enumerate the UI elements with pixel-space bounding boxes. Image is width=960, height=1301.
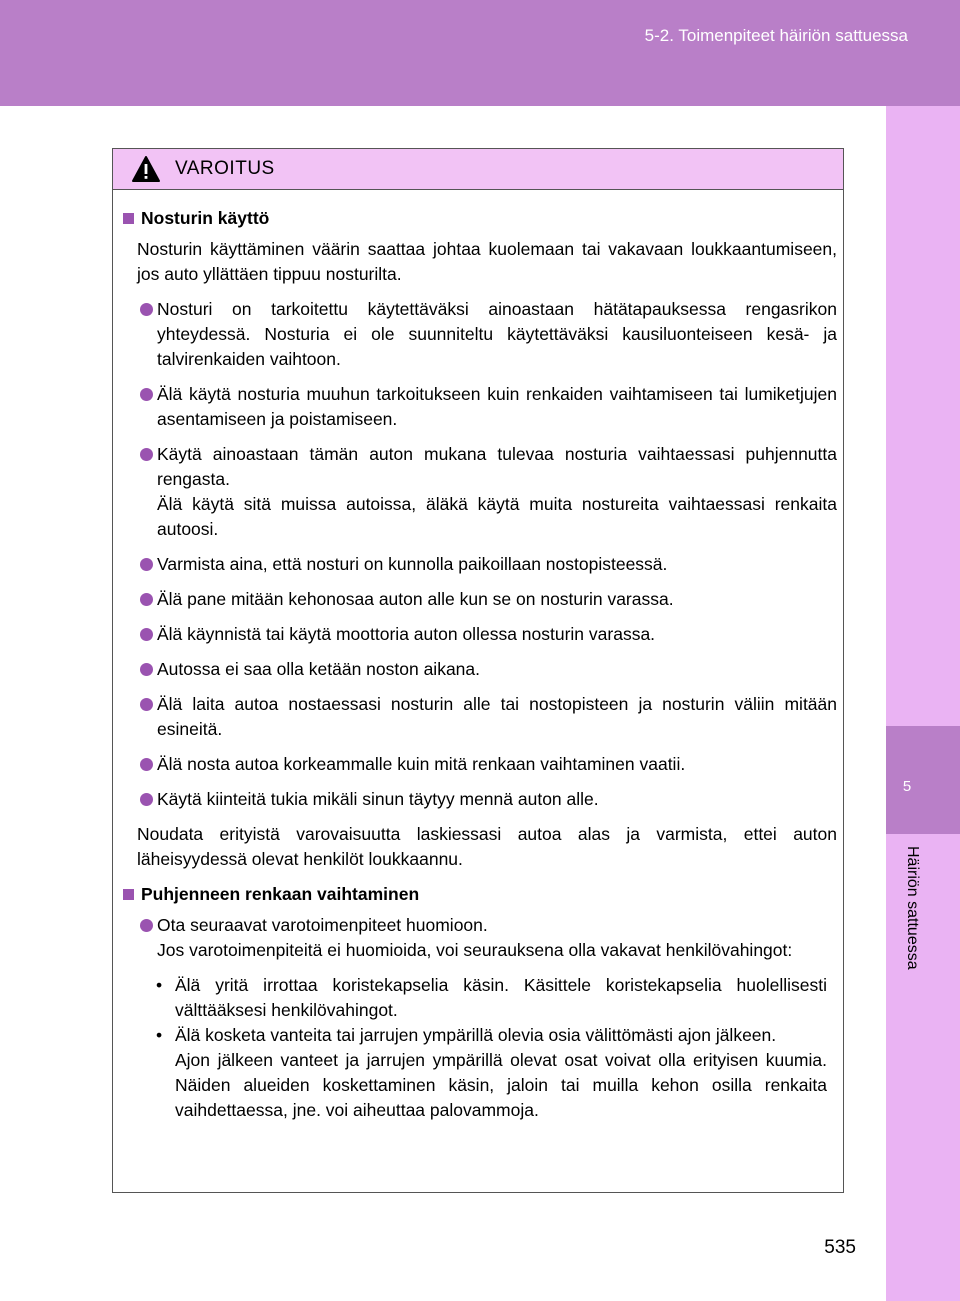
bullet-icon (140, 448, 153, 461)
header-band (0, 0, 960, 106)
sub-bullet-mark: • (156, 1025, 163, 1045)
list-item-text: Älä laita autoa nostaessasi nosturin alle tai nostopisteen ja nosturin väliin mitään esineitä. (157, 694, 837, 739)
warning-header (113, 149, 843, 190)
list-item (123, 657, 837, 682)
square-bullet-icon (123, 213, 134, 224)
chapter-number: 5 (902, 778, 912, 795)
list-item-text: Nosturi on tarkoitettu käytettäväksi ainoastaan hätätapauksessa rengasrikon yhteydessä. Nosturia ei ole suunniteltu käytettäväksi kausiluonteiseen kesä- ja talvirenkaiden vaihtoon. (157, 299, 837, 369)
list-item-text: Varmista aina, että nosturi on kunnolla paikoillaan nostopisteessä. (157, 554, 668, 574)
chapter-label: Häiriön sattuessa (904, 846, 921, 970)
list-item-text: Ota seuraavat varotoimenpiteet huomioon. (157, 915, 488, 935)
list-item (123, 622, 837, 647)
list-item (123, 382, 837, 432)
chapter-strip (886, 106, 960, 1301)
bullet-icon (140, 698, 153, 711)
list-item-text: Käytä kiinteitä tukia mikäli sinun täytyy mennä auton alle. (157, 789, 599, 809)
list-item-text: Älä käynnistä tai käytä moottoria auton ollessa nosturin varassa. (157, 624, 656, 644)
list-item-text: Älä nosta autoa korkeammalle kuin mitä renkaan vaihtaminen vaatii. (157, 754, 686, 774)
heading-text: Nosturin käyttö (141, 208, 270, 228)
list-item (123, 692, 837, 742)
page-number: 535 (824, 1237, 856, 1258)
list-item-text: Käytä ainoastaan tämän auton mukana tulevaa nosturia vaihtaessasi puhjennutta rengasta. (157, 444, 837, 489)
list-item (123, 787, 837, 812)
outro-paragraph: Noudata erityistä varovaisuutta laskiessasi autoa alas ja varmista, ettei auton läheisyydessä olevat henkilöt loukkaannu. (137, 824, 837, 869)
warning-content (113, 190, 843, 1123)
list-item-text: Jos varotoimenpiteitä ei huomioida, voi seurauksena olla vakavat henkilövahingot: (157, 940, 793, 960)
bullet-icon (140, 593, 153, 606)
bullet-icon (140, 919, 153, 932)
section-heading (123, 882, 837, 907)
list-item-text: Älä käytä sitä muissa autoissa, äläkä käytä muita nostureita vaihtaessasi renkaita autoosi. (157, 494, 837, 539)
list-item (123, 442, 837, 542)
bullet-icon (140, 558, 153, 571)
list-item (123, 752, 837, 777)
list-item (123, 297, 837, 372)
section-title: 5-2. Toimenpiteet häiriön sattuessa (644, 26, 908, 45)
heading-text: Puhjenneen renkaan vaihtaminen (141, 884, 420, 904)
warning-title: VAROITUS (175, 158, 275, 179)
sub-list (123, 973, 837, 1123)
square-bullet-icon (123, 889, 134, 900)
sub-item-text: Älä kosketa vanteita tai jarrujen ympärillä olevia osia välittömästi ajon jälkeen. (175, 1025, 777, 1045)
warning-triangle-icon (131, 155, 161, 183)
bullet-icon (140, 793, 153, 806)
list-item-text: Älä käytä nosturia muuhun tarkoitukseen kuin renkaiden vaihtamiseen tai lumiketjujen asentamiseen ja poistamiseen. (157, 384, 837, 429)
bullet-icon (140, 758, 153, 771)
bullet-icon (140, 628, 153, 641)
list-item-text: Autossa ei saa olla ketään noston aikana. (157, 659, 480, 679)
bullet-icon (140, 388, 153, 401)
sub-item-text: Ajon jälkeen vanteet ja jarrujen ympärillä olevat osat voivat olla erityisen kuumia. Näiden alueiden koskettaminen käsin, jaloin tai muilla kehon osilla renkaita vaihdettaessa, jne. voi aiheuttaa palovammoja. (175, 1050, 827, 1120)
sub-bullet-mark: • (156, 975, 163, 995)
sub-list-item (123, 1023, 837, 1123)
bullet-icon (140, 303, 153, 316)
list-item-text: Älä pane mitään kehonosaa auton alle kun se on nosturin varassa. (157, 589, 674, 609)
sub-item-text: Älä yritä irrottaa koristekapselia käsin. Käsittele koristekapselia huolellisesti välttääksesi henkilövahingot. (175, 975, 827, 1020)
sub-list-item (123, 973, 837, 1023)
section-heading (123, 206, 837, 231)
list-item (123, 587, 837, 612)
list-item (123, 552, 837, 577)
intro-paragraph: Nosturin käyttäminen väärin saattaa johtaa kuolemaan tai vakavaan loukkaantumiseen, jos auto yllättäen tippuu nosturilta. (137, 239, 837, 284)
list-item (123, 913, 837, 963)
warning-box (112, 148, 844, 1193)
bullet-icon (140, 663, 153, 676)
